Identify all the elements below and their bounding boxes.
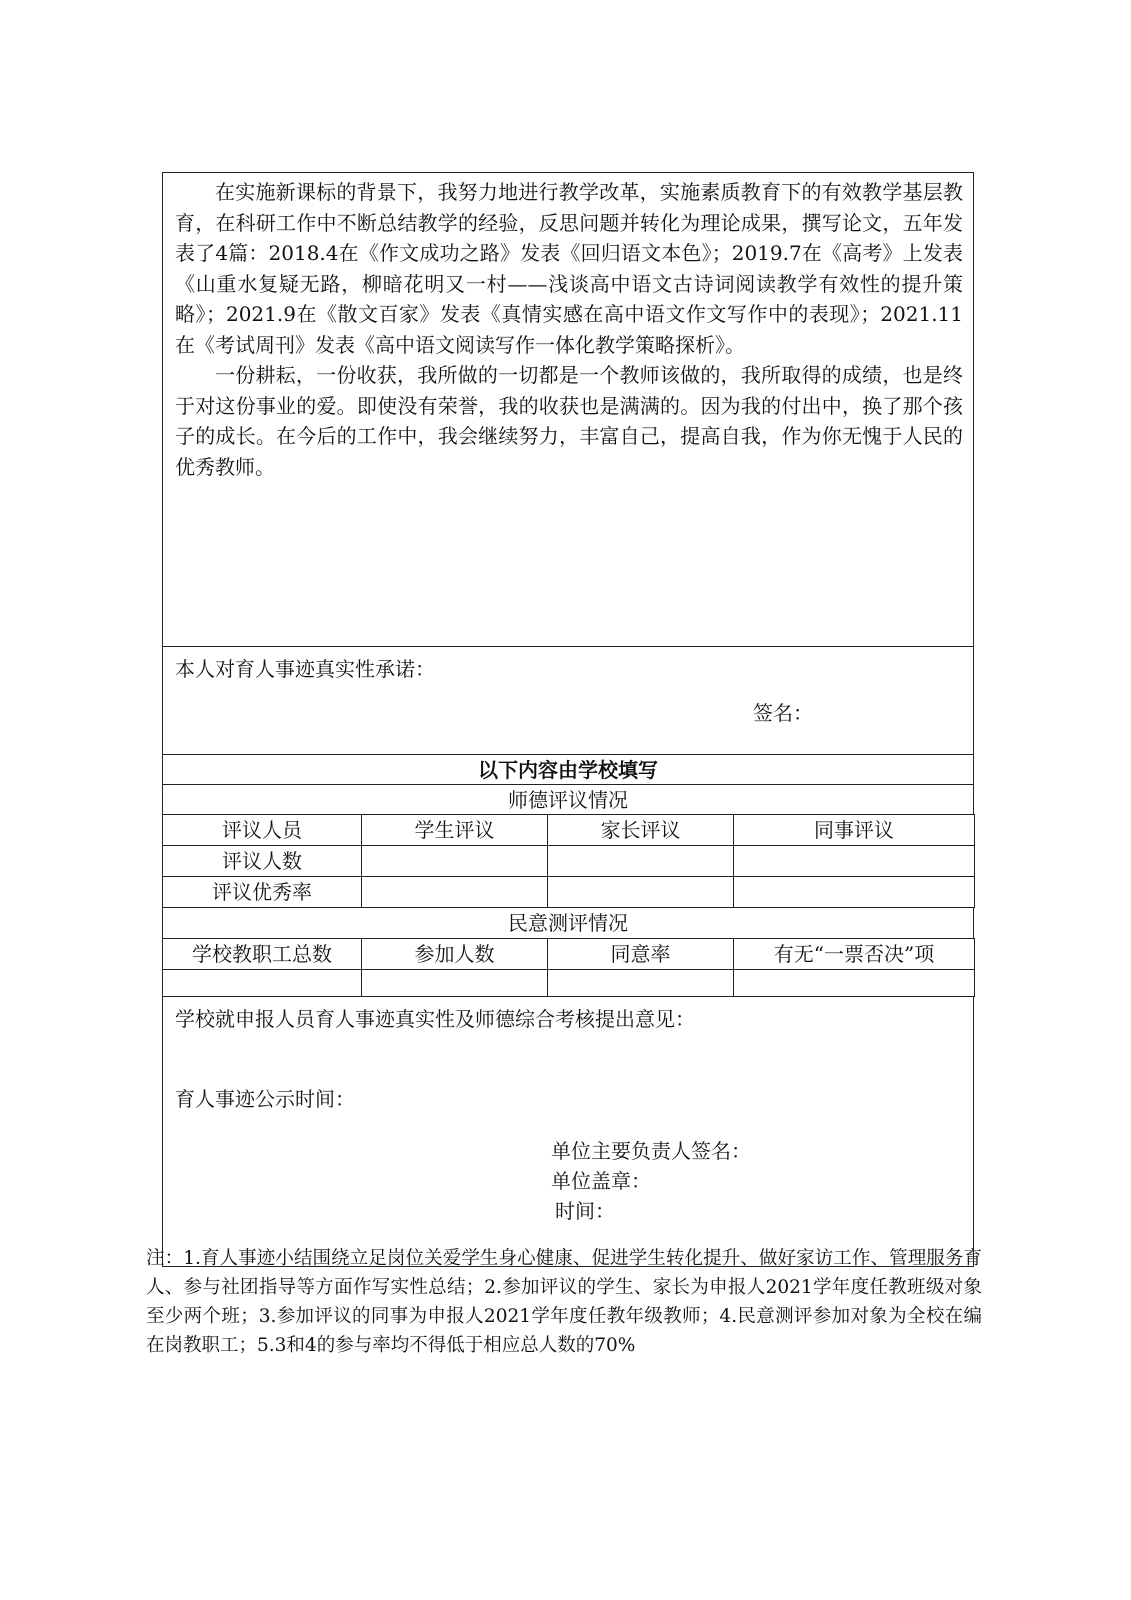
poll-header-cell: 同意率 — [548, 939, 734, 970]
unit-stamp-label: 单位盖章： — [551, 1169, 651, 1193]
ethics-header-cell: 学生评议 — [362, 815, 548, 846]
time-label: 时间： — [555, 1199, 615, 1223]
ethics-row-label: 评议优秀率 — [163, 877, 362, 908]
poll-cell[interactable] — [548, 970, 734, 997]
ethics-cell[interactable] — [548, 877, 734, 908]
school-section-title: 以下内容由学校填写 — [162, 754, 974, 784]
poll-title: 民意测评情况 — [162, 908, 974, 938]
ethics-cell[interactable] — [362, 846, 548, 877]
table-row — [163, 846, 975, 877]
ethics-table — [162, 814, 975, 908]
application-form — [162, 172, 974, 1267]
ethics-header-cell: 同事评议 — [734, 815, 975, 846]
footnote: 注：1.育人事迹小结围绕立足岗位关爱学生身心健康、促进学生转化提升、做好家访工作、管理服务育人、参与社团指导等方面作写实性总结；2.参加评议的学生、家长为申报人2021学年度任教班级对象至少两个班；3.参加评议的同事为申报人2021学年度任教年级教师；4.民意测评参加对象为全校在编在岗教职工；5.3和4的参与率均不得低于相应总人数的70% — [146, 1248, 982, 1356]
table-row — [163, 939, 975, 970]
poll-table — [162, 938, 975, 997]
leader-signature-label: 单位主要负责人签名： — [551, 1139, 751, 1163]
poll-header-cell: 参加人数 — [362, 939, 548, 970]
promise-label: 本人对育人事迹真实性承诺： — [175, 657, 435, 681]
poll-cell[interactable] — [734, 970, 975, 997]
ethics-header-cell: 家长评议 — [548, 815, 734, 846]
ethics-cell[interactable] — [734, 846, 975, 877]
poll-header-cell: 有无“一票否决”项 — [734, 939, 975, 970]
essay-paragraph-2: 一份耕耘，一份收获，我所做的一切都是一个教师该做的，我所取得的成绩，也是终于对这份事业的爱。即使没有荣誉，我的收获也是满满的。因为我的付出中，换了那个孩子的成长。在今后的工作中，我会继续努力，丰富自己，提高自我，作为你无愧于人民的优秀教师。 — [175, 363, 963, 479]
poll-header-cell: 学校教职工总数 — [163, 939, 362, 970]
signature-label: 签名： — [753, 701, 813, 725]
promise-section — [162, 646, 974, 754]
poll-cell[interactable] — [163, 970, 362, 997]
opinion-prompt: 学校就申报人员育人事迹真实性及师德综合考核提出意见： — [175, 1007, 695, 1031]
ethics-cell[interactable] — [734, 877, 975, 908]
ethics-cell[interactable] — [362, 877, 548, 908]
table-row — [163, 815, 975, 846]
essay-paragraph-1: 在实施新课标的背景下，我努力地进行教学改革，实施素质教育下的有效教学基层教育，在科研工作中不断总结教学的经验，反思问题并转化为理论成果，撰写论文，五年发表了4篇：2018.4在《作文成功之路》发表《回归语文本色》；2019.7在《高考》上发表《山重水复疑无路，柳暗花明又一村——浅谈高中语文古诗词阅读教学有效性的提升策略》；2021.9在《散文百家》发表《真情实感在高中语文作文写作中的表现》；2021.11在《考试周刊》发表《高中语文阅读写作一体化教学策略探析》。 — [175, 180, 963, 357]
publicity-time-label: 育人事迹公示时间： — [175, 1087, 355, 1111]
table-row — [163, 970, 975, 997]
ethics-header-cell: 评议人员 — [163, 815, 362, 846]
ethics-cell[interactable] — [548, 846, 734, 877]
ethics-row-label: 评议人数 — [163, 846, 362, 877]
ethics-title: 师德评议情况 — [162, 784, 974, 814]
table-row — [163, 877, 975, 908]
essay-section — [162, 172, 974, 646]
poll-cell[interactable] — [362, 970, 548, 997]
opinion-section — [162, 997, 974, 1267]
